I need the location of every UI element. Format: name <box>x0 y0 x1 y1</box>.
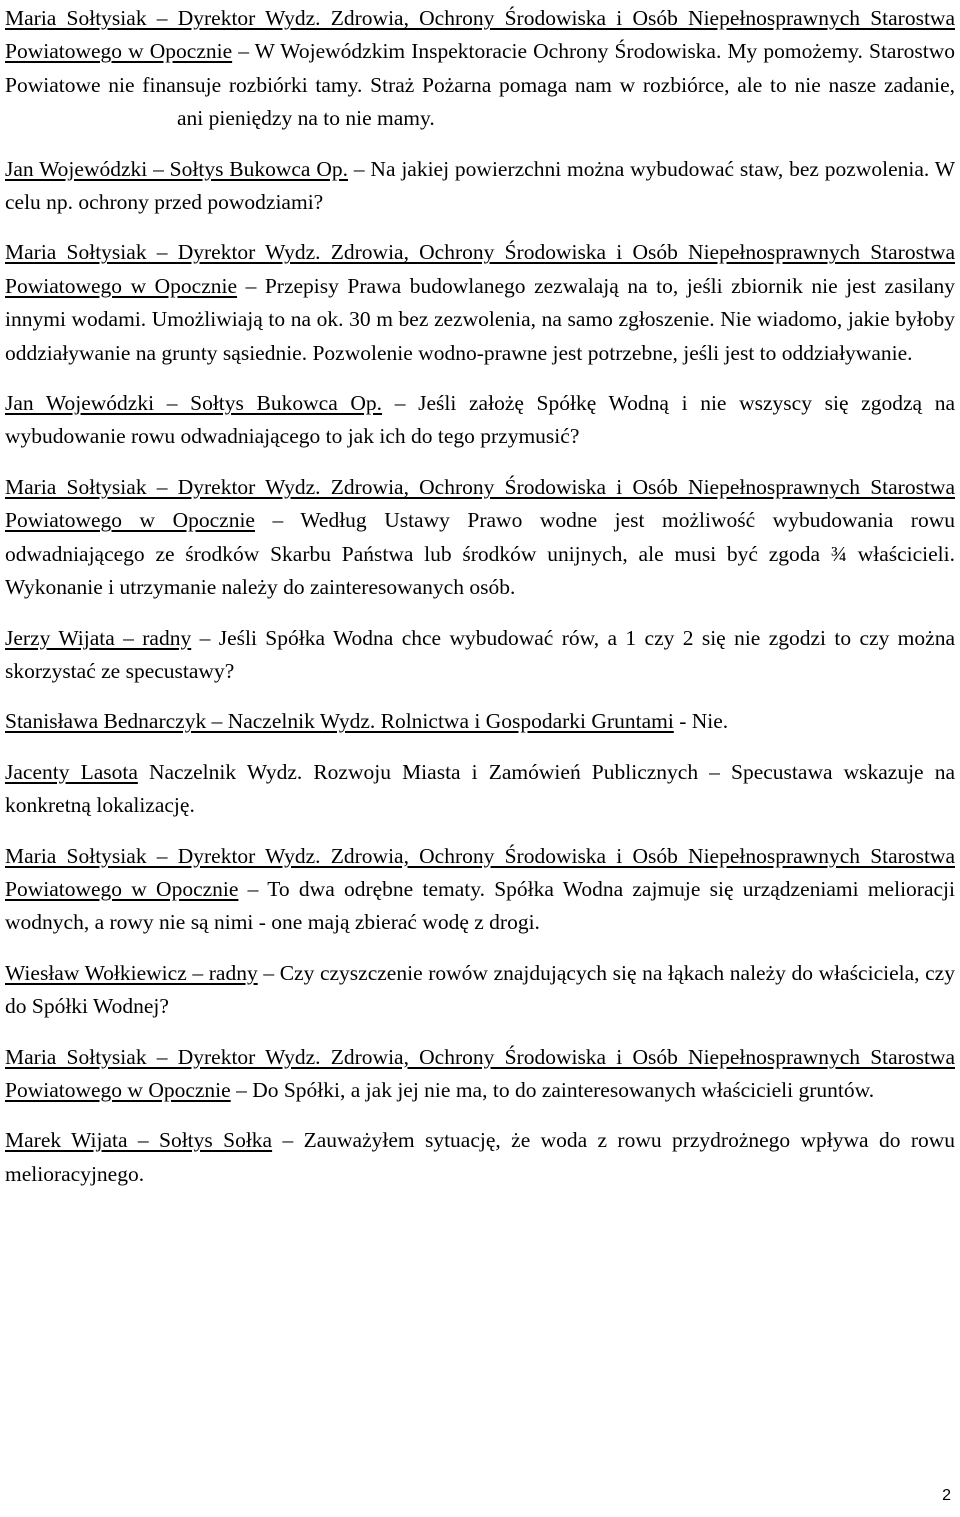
speaker-name: Stanisława Bednarczyk – Naczelnik Wydz. Rolnictwa i Gospodarki Gruntami <box>5 709 674 734</box>
paragraph-text: Naczelnik Wydz. Rozwoju Miasta i Zamówień Publicznych – Specustawa wskazuje na konkretną lokalizację. <box>5 759 955 818</box>
paragraph-text: – Czy czyszczenie rowów znajdujących się na łąkach należy do właściciela, czy do Spółki Wodnej? <box>5 960 955 1019</box>
paragraph <box>5 957 955 1024</box>
paragraph <box>5 705 955 738</box>
speaker-name: Maria Sołtysiak – Dyrektor Wydz. Zdrowia, Ochrony Środowiska i Osób Niepełnosprawnych Starostwa Powiatowego w Opocznie <box>5 843 955 901</box>
paragraph <box>5 1041 955 1108</box>
speaker-name: Maria Sołtysiak – Dyrektor Wydz. Zdrowia, Ochrony Środowiska i Osób Niepełnosprawnych Starostwa Powiatowego w Opocznie <box>5 6 955 64</box>
paragraph-text: – Jeśli Spółka Wodna chce wybudować rów, a 1 czy 2 się nie zgodzi to czy można skorzystać ze specustawy? <box>5 625 955 683</box>
paragraph <box>5 2 955 136</box>
paragraph <box>5 1124 955 1191</box>
paragraph-text: – Przepisy Prawa budowlanego zezwalają na to, jeśli zbiornik nie jest zasilany innymi wodami. Umożliwiają to na ok. 30 m bez zezwolenia, na samo zgłoszenie. Nie wiadomo, jakie byłoby oddziaływanie na grunty sąsiednie. Pozwolenie wodno-prawne jest potrzebne, jeśli jest to oddziaływanie. <box>5 273 955 365</box>
paragraph <box>5 236 955 370</box>
paragraph-text: – Zauważyłem sytuację, że woda z rowu przydrożnego wpływa do rowu melioracyjnego. <box>5 1128 956 1186</box>
paragraph <box>5 756 955 823</box>
paragraph <box>5 387 955 454</box>
page-number: 2 <box>942 1487 951 1504</box>
paragraph <box>5 153 955 220</box>
speaker-name: Jan Wojewódzki – Sołtys Bukowca Op. <box>5 391 383 416</box>
paragraph-text: – Według Ustawy Prawo wodne jest możliwość wybudowania rowu odwadniającego ze środków Skarbu Państwa lub środków unijnych, ale musi być zgoda ¾ właścicieli. Wykonanie i utrzymanie należy do zainteresowanych osób. <box>5 508 955 600</box>
paragraph-text: – Do Spółki, a jak jej nie ma, to do zainteresowanych właścicieli gruntów. <box>230 1077 875 1102</box>
speaker-name: Jan Wojewódzki – Sołtys Bukowca Op. <box>5 156 348 181</box>
paragraph-text: – W Wojewódzkim Inspektoracie Ochrony Środowiska. My pomożemy. Starostwo Powiatowe nie finansuje rozbiórki tamy. Straż Pożarna pomaga nam w rozbiórce, ale to nie nasze zadanie, <box>5 39 956 97</box>
speaker-name: Maria Sołtysiak – Dyrektor Wydz. Zdrowia, Ochrony Środowiska i Osób Niepełnosprawnych Starostwa Powiatowego w Opocznie <box>5 474 955 533</box>
paragraph <box>5 840 955 940</box>
paragraph-text: – To dwa odrębne tematy. Spółka Wodna zajmuje się urządzeniami melioracji wodnych, a rowy nie są nimi - one mają zbierać wodę z drogi. <box>5 876 955 935</box>
speaker-name: Maria Sołtysiak – Dyrektor Wydz. Zdrowia, Ochrony Środowiska i Osób Niepełnosprawnych Starostwa Powiatowego w Opocznie <box>5 240 955 298</box>
speaker-name: Wiesław Wołkiewicz – radny <box>5 960 258 985</box>
document-page <box>5 0 955 1208</box>
speaker-name: Marek Wijata – Sołtys Sołka <box>5 1128 273 1153</box>
speaker-name: Jacenty Lasota <box>5 759 138 784</box>
speaker-name: Jerzy Wijata – radny <box>5 625 192 650</box>
speaker-name: Maria Sołtysiak – Dyrektor Wydz. Zdrowia, Ochrony Środowiska i Osób Niepełnosprawnych Starostwa Powiatowego w Opocznie <box>5 1044 955 1102</box>
paragraph <box>5 622 955 689</box>
paragraph-text: ani pieniędzy na to nie mamy. <box>177 106 435 131</box>
paragraph-text: – Na jakiej powierzchni można wybudować staw, bez pozwolenia. W celu np. ochrony przed powodziami? <box>5 156 956 215</box>
paragraph <box>5 471 955 605</box>
paragraph-text: – Jeśli założę Spółkę Wodną i nie wszyscy się zgodzą na wybudowanie rowu odwadniającego to jak ich do tego przymusić? <box>5 391 955 449</box>
paragraph-text: - Nie. <box>673 709 729 734</box>
